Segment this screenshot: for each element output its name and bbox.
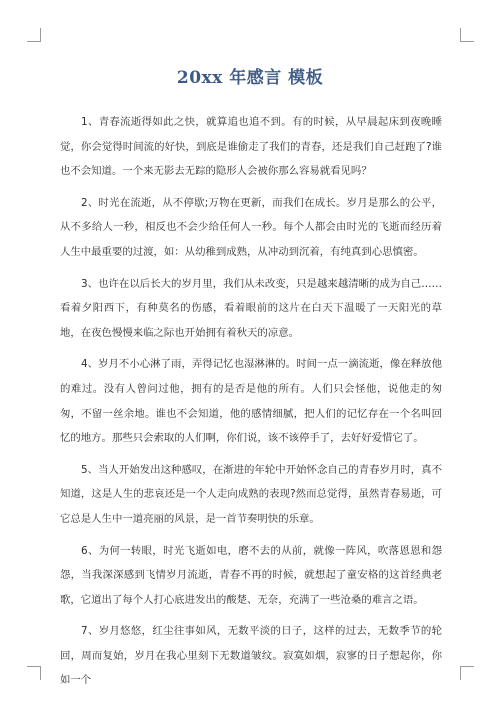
paragraph-1: 1、青春流逝得如此之快，就算追也追不到。有的时候，从早晨起床到夜晚睡觉，你会觉得时间流的好快，到底是谁偷走了我们的青春，还是我们自己赶跑了?谁也不会知道。一个来无影去无踪的隐形人会被你那么容易就看见吗？ <box>60 116 442 178</box>
paragraph-4: 4、岁月不小心淋了雨，弄得记忆也湿淋淋的。时间一点一滴流逝，像在释放他的难过。没有人曾问过他，拥有的是否是他的所有。人们只会怪他，说他走的匆匆，不留一丝余地。谁也不会知道，他的感情细腻，把人们的记忆存在一个名叫回忆的地方。那些只会索取的人们啊，你们说，该不该停手了，去好好爱惜它了。 <box>60 358 442 445</box>
crop-mark-bottom-right <box>460 666 474 680</box>
crop-mark-bottom-left <box>27 666 41 680</box>
paragraph-3: 3、也许在以后长大的岁月里，我们从未改变，只是越来越清晰的成为自己……看着夕阳西下，有种莫名的伤感，看着眼前的这片在白天下温暖了一天阳光的草地，在夜色慢慢来临之际也开始拥有着秋天的凉意。 <box>60 277 442 339</box>
paragraph-7: 7、岁月悠悠，红尘往事如风，无数平淡的日子，这样的过去，无数季节的轮回，周而复始，岁月在我心里刻下无数道皱纹。寂寞如烟，寂寥的日子想起你，你如一个 <box>60 625 442 687</box>
document-title: 20xx 年感言 模板 <box>176 68 324 88</box>
crop-mark-top-left <box>27 28 41 42</box>
paragraph-6: 6、为何一转眼，时光飞逝如电，磨不去的从前，就像一阵风，吹落恩恩和怨怨，当我深深感到飞情岁月流逝，青春不再的时候，就想起了童安格的这首经典老歌，它道出了每个人打心底进发出的酸楚、无奈，充满了一些沧桑的难言之语。 <box>60 544 442 606</box>
paragraph-5: 5、当人开始发出这种感叹，在渐进的年轮中开始怀念自己的青春岁月时，真不知道，这是人生的悲哀还是一个人走向成熟的表现?然而总觉得，虽然青春易逝，可它总是人生中一道亮丽的风景，是一首节奏明快的乐章。 <box>60 463 442 525</box>
crop-mark-top-right <box>460 28 474 42</box>
document-body <box>60 110 442 700</box>
paragraph-2: 2、时光在流逝，从不停歇;万物在更新，而我们在成长。岁月是那么的公平，从不多给人一秒，相反也不会少给任何人一秒。每个人都会由时光的飞逝而经历着人生中最重要的过渡，如：从幼稚到成熟，从冲动到沉着，有纯真到心思慎密。 <box>60 196 442 258</box>
